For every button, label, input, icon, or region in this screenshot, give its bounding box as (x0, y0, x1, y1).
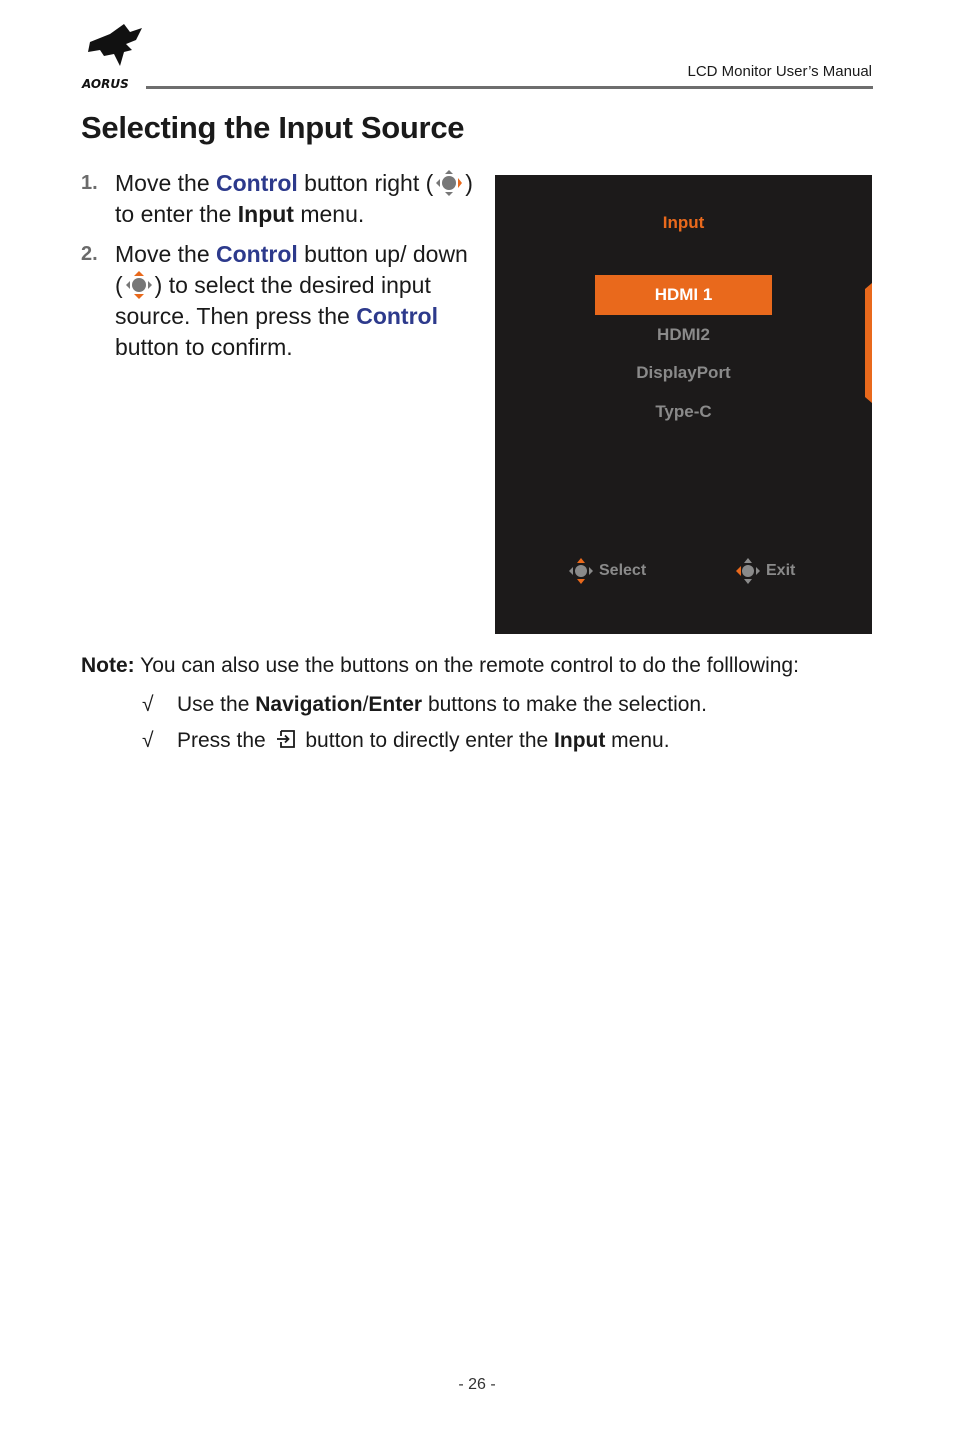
osd-item-hdmi1[interactable]: HDMI 1 (595, 275, 772, 315)
note: Note: You can also use the buttons on the remote control to do the folllowing: (81, 654, 799, 677)
keyword-control: Control (216, 241, 298, 267)
page-title: Selecting the Input Source (81, 110, 465, 145)
osd-item-hdmi2[interactable]: HDMI2 (657, 325, 710, 344)
page-number: - 26 - (458, 1376, 496, 1393)
joystick-left-icon (734, 556, 762, 586)
step-1: 1. Move the Control button right ( ) to enter the Input menu. (81, 170, 473, 227)
joystick-up-down-icon (567, 556, 595, 586)
step-number: 2. (81, 243, 98, 265)
note-label: Note: (81, 654, 135, 677)
check-mark: √ (142, 693, 154, 716)
keyword-control: Control (356, 303, 438, 329)
input-source-icon (275, 728, 297, 750)
logo-wordmark: AORUS (82, 77, 129, 91)
note-bullets (142, 687, 707, 759)
joystick-up-down-icon (123, 270, 155, 300)
steps-list (81, 168, 476, 372)
osd-item-displayport[interactable]: DisplayPort (636, 363, 731, 382)
osd-title: Input (662, 213, 705, 232)
keyword-control: Control (216, 170, 298, 196)
step-number: 1. (81, 172, 98, 194)
osd-footer-select: Select (567, 555, 646, 587)
note-bullet: √ Press the button to directly enter the Input menu. (142, 723, 707, 759)
osd-footer-exit: Exit (734, 555, 795, 587)
manual-title: LCD Monitor User’s Manual (687, 63, 872, 80)
joystick-right-icon (433, 168, 465, 198)
aorus-logo (80, 22, 146, 92)
note-bullet: √ Use the Navigation/Enter buttons to make the selection. (142, 687, 707, 723)
step-2: 2. Move the Control button up/ down ( ) to select the desired input source. Then press the Control button to confirm. (81, 241, 468, 360)
keyword-input: Input (237, 201, 294, 227)
osd-side-tab (859, 283, 872, 403)
osd-input-menu (495, 175, 872, 634)
osd-item-type-c[interactable]: Type-C (655, 402, 712, 421)
check-mark: √ (142, 729, 154, 752)
header-rule (146, 86, 873, 89)
